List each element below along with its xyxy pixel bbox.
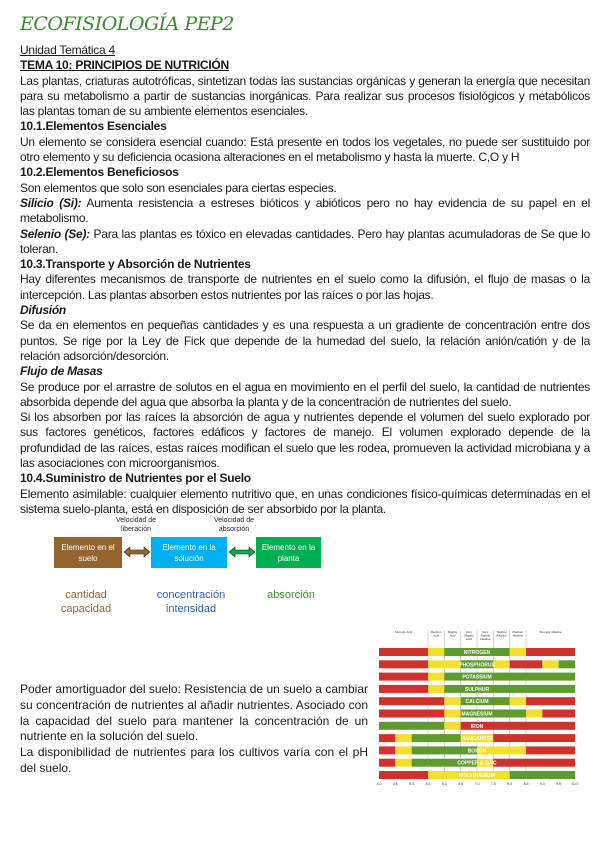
document-body	[20, 43, 590, 517]
concentration-label: concentración	[156, 589, 226, 601]
section-heading: 10.4.Suministro de Nutrientes por el Suelo	[20, 471, 251, 486]
chart-header-label-line: Very	[482, 630, 489, 634]
chart-bar-segment	[444, 710, 460, 718]
chart-header-label-line: Alkaline	[512, 633, 524, 638]
chart-bar-segment	[395, 759, 411, 767]
section-heading: 10.2.Elementos Beneficiosos	[20, 165, 179, 180]
chart-header-label-line: Medium	[512, 630, 524, 634]
chart-tick-label: 9.0	[539, 782, 545, 786]
topic-heading: TEMA 10: PRINCIPIOS DE NUTRICIÓN	[20, 58, 229, 73]
unit-label: Unidad Temática 4	[20, 43, 115, 57]
chart-row-label: MAGNESIUM	[461, 711, 493, 718]
chart-bar-segment	[493, 660, 509, 668]
chart-bar-segment	[526, 697, 575, 705]
document-title: ECOFISIOLOGÍA PEP2	[20, 13, 234, 35]
chart-header-label-line: Strongly Alkaline	[539, 630, 562, 634]
subheading: Difusión	[20, 303, 66, 318]
double-arrow-icon	[124, 546, 150, 558]
chart-tick-label: 5.5	[425, 782, 431, 786]
chart-bar-segment	[379, 685, 428, 693]
chart-bar-segment	[379, 697, 444, 705]
paragraph: Son elementos que solo son esenciales para ciertas especies.	[20, 180, 337, 195]
arrow-label: Velocidad de liberación	[115, 517, 157, 533]
paragraph	[20, 227, 590, 258]
chart-tick-label: 9.5	[556, 782, 562, 786]
chart-header-label-line: Slightly	[496, 630, 507, 634]
quantity-label: cantidad	[65, 589, 107, 601]
chart-tick-label: 8.0	[507, 782, 513, 786]
chart-tick-label: 6.0	[441, 782, 447, 786]
chart-bar-segment	[444, 697, 460, 705]
chart-bar-segment	[379, 648, 428, 656]
chart-bar-segment	[379, 771, 428, 779]
chart-bar-segment	[428, 685, 444, 693]
chart-bar-segment	[379, 673, 428, 681]
chart-tick-label: 6.5	[458, 782, 464, 786]
chart-tick-label: 10.0	[571, 782, 579, 786]
paragraph: Si los absorben por las raíces la absorción de agua y nutrientes depende el volumen del suelo explorado por sus factores genéticos, factores edáficos y factores de manejo. El volumen explorado depende de la profundidad de las raíces, estas raíces modifican el suelo que les rodea, promueven la actividad microbiana y a las asociaciones con microorganismos.	[20, 410, 590, 471]
chart-header-label	[539, 630, 562, 634]
chart-bar-segment	[412, 734, 461, 742]
intensity-label: intensidad	[165, 603, 217, 615]
chart-bar-segment	[510, 648, 526, 656]
chart-row-label: MANGANESE	[460, 736, 494, 743]
capacity-label: capacidad	[60, 603, 112, 615]
intro-paragraph: Las plantas, criaturas autotróficas, sintetizan todas las sustancias orgánicas y generan la energía que necesitan para su metabolismo a partir de sustancias inorgánicas. Para realizar sus procesos fisiológicos y metabólicos las plantas toman de su ambiente elementos esenciales.	[20, 73, 590, 119]
chart-tick-label: 8.5	[523, 782, 529, 786]
chart-row-label: SULPHUR	[464, 686, 490, 693]
chart-header-label-line: Medium	[430, 630, 442, 634]
section-heading: 10.1.Elementos Esenciales	[20, 119, 167, 134]
chart-bar-segment	[526, 648, 575, 656]
paragraph: Hay diferentes mecanismos de transporte de nutrientes en el suelo como la difusión, el flujo de masas o la intercepción. Las plantas absorben estos nutrientes por las raíces o por las hojas.	[20, 272, 590, 302]
chart-header-label-line: Strongly Acid	[394, 630, 413, 634]
ph-nutrient-availability-chart	[375, 628, 585, 788]
paragraph: Un elemento se considera esencial cuando: Está presente en todos los vegetales, no puede ser sustituido por otro elemento y su deficiencia ocasiona alteraciones en el metabolismo y hasta la muerte. C,O y H	[20, 134, 590, 165]
chart-row-label: CALCIUM	[465, 699, 489, 706]
chart-bar-segment	[493, 759, 575, 767]
plant-element-box: Elemento en la planta	[256, 537, 321, 568]
absorption-label: absorción	[267, 589, 315, 601]
chart-header-label-line: Very	[465, 630, 472, 634]
section-heading: 10.3.Transporte y Absorción de Nutrientes	[20, 257, 251, 272]
chart-tick-label: 4.5	[392, 782, 398, 786]
term: Selenio (Se):	[20, 226, 90, 241]
soil-element-box: Elemento en el suelo	[54, 537, 122, 568]
chart-bar-segment	[379, 746, 395, 754]
chart-row-label: MOLYBDENUM	[459, 773, 495, 779]
chart-bar-segment	[510, 660, 543, 668]
chart-tick-label: 4.0	[376, 782, 382, 786]
buffer-text	[20, 682, 368, 777]
paragraph	[20, 196, 590, 227]
chart-header-label-line: Slightly	[480, 633, 491, 638]
chart-row-label: BORON	[467, 748, 487, 755]
chart-bar-segment	[510, 771, 575, 779]
chart-header-label-line: Alkaline	[496, 633, 507, 638]
subheading: Flujo de Masas	[20, 364, 103, 379]
chart-header-label-line: Acid	[433, 633, 440, 638]
chart-bar-segment	[428, 673, 444, 681]
term-definition: Aumenta resistencia a estreses bióticos y abióticos pero no hay evidencia de su papel en el metabolismo.	[20, 195, 590, 226]
chart-bar-segment	[559, 660, 575, 668]
chart-tick-label: 7.0	[474, 782, 480, 786]
paragraph: Elemento asimilable: cualquier elemento nutritivo que, en unas condiciones físico-químicas determinadas en el sistema suelo-planta, está en disposición de ser absorbido por la planta.	[20, 486, 590, 516]
chart-bar-segment	[510, 697, 526, 705]
chart-bar-segment	[428, 648, 444, 656]
chart-row-label: IRON	[470, 723, 484, 730]
chart-header-label-line: Slightly	[463, 633, 474, 638]
solution-element-box: Elemento en la solución	[151, 537, 227, 568]
chart-bar-segment	[493, 734, 575, 742]
chart-bar-segment	[379, 722, 444, 730]
chart-bar-segment	[379, 734, 395, 742]
chart-row-label: COPPER & ZINC	[457, 760, 497, 767]
chart-header-label	[496, 630, 507, 638]
chart-header-label-line: Alkaline	[479, 637, 491, 642]
chart-bar-segment	[428, 660, 461, 668]
chart-bar-segment	[444, 722, 460, 730]
chart-tick-label: 7.5	[490, 782, 496, 786]
chart-header-label	[395, 630, 413, 634]
chart-row-label: NITROGEN	[463, 650, 491, 656]
paragraph: Se produce por el arrastre de solutos en el agua en movimiento en el perfil del suelo, la cantidad de nutrientes absorbida depende del agua que absorba la planta y de la concentración de nutrientes del suelo.	[20, 379, 590, 409]
chart-bar-segment	[526, 710, 542, 718]
chart-bar-segment	[395, 734, 411, 742]
paragraph: La disponibilidad de nutrientes para los cultivos varía con el pH del suelo.	[20, 745, 368, 775]
paragraph: Poder amortiguador del suelo: Resistencia de un suelo a cambiar su concentración de nutrientes al añadir nutrientes. Asociado con la capacidad del suelo para mantener la concentración de un nutriente en la solución del suelo.	[20, 682, 368, 744]
chart-bar-segment	[379, 710, 444, 718]
chart-bar-segment	[542, 660, 558, 668]
chart-tick-label: 5.0	[409, 782, 415, 786]
term-definition: Para las plantas es tóxico en elevadas cantidades. Pero hay plantas acumuladoras de Se que lo toleran.	[20, 226, 590, 256]
chart-row-label: POTASSIUM	[462, 674, 492, 681]
chart-header-label-line: Acid	[449, 633, 456, 638]
chart-bar-segment	[379, 759, 395, 767]
arrow-label: Velocidad de absorción	[213, 517, 255, 533]
chart-row-label: PHOSPHORUS	[459, 662, 495, 669]
chart-bar-segment	[542, 710, 575, 718]
chart-bar-segment	[526, 746, 575, 754]
chart-header-label	[512, 630, 523, 638]
chart-header-label-line: Acid	[465, 637, 472, 642]
double-arrow-icon	[229, 546, 255, 558]
paragraph: Se da en elementos en pequeñas cantidades y es una respuesta a un gradiente de concentración entre dos puntos. Se rige por la Ley de Fick que depende de la humedad del suelo, la relación anión/catión y de la relación adsorción/desorción.	[20, 318, 590, 363]
chart-bar-segment	[395, 746, 411, 754]
chart-bar-segment	[379, 660, 428, 668]
term: Silicio (Si):	[20, 195, 82, 210]
chart-header-label-line: Slightly	[447, 630, 458, 634]
